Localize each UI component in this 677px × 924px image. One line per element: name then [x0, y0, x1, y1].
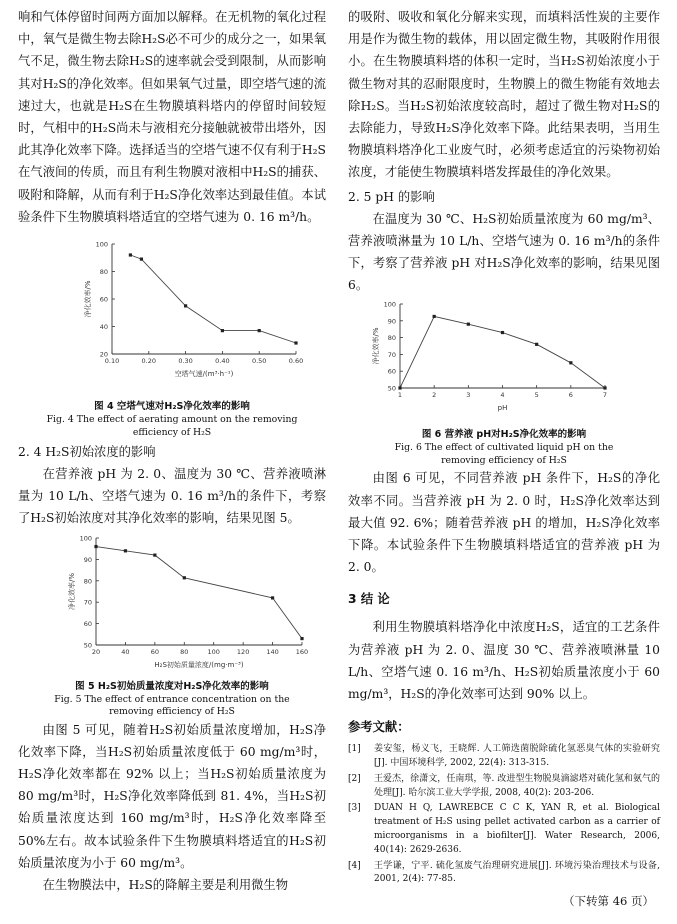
paragraph: 由图 5 可见，随着H₂S初始质量浓度增加，H₂S净化效率下降，当H₂S初始质量浓度低于 60 mg/m³时，H₂S净化效率都在 92% 以上；当H₂S初始质量浓度为 80 mg/m³时，H₂S净化效率降低到 81. 4%，当H₂S初始质量浓度达到 160 mg/m³时，H₂S净化效率降至 50%左右。故本试验条件下生物膜填料塔适宜的H₂S初始质量浓度为小于 60 mg/m³。	[18, 722, 326, 870]
chart-fig6	[348, 296, 660, 424]
figure-caption-cn: 图 6 营养液 pH对H₂S净化效率的影响	[421, 429, 587, 441]
y-tick-label: 20	[99, 350, 108, 359]
data-point	[294, 341, 297, 344]
reference-number: [4]	[348, 860, 361, 871]
y-axis-label: 净化效率/%	[372, 327, 380, 365]
x-tick-label: 80	[180, 647, 189, 656]
continued-note: （下转第 46 页）	[563, 894, 654, 909]
section-heading: 2. 5 pH 的影响	[348, 189, 435, 204]
paragraph: 利用生物膜填料塔净化中浓度H₂S，适宜的工艺条件为营养液 pH 为 2. 0、温度 30 ℃、营养液喷淋量 10 L/h、空塔气速 0. 16 m³/h、H₂S初始质量浓度小于 60 mg/m³，H₂S的净化效率可达到 90% 以上。	[348, 620, 660, 702]
data-point	[467, 323, 470, 326]
paragraph: 在生物膜法中，H₂S的降解主要是利用微生物	[42, 878, 289, 893]
x-tick-label: 0.40	[215, 357, 230, 366]
right-column	[348, 6, 660, 921]
reference-text: 王学谦，宁平. 硫化氢废气治理研究进展[J]. 环境污染治理技术与设备, 2001, 2(4): 77-85.	[374, 860, 660, 885]
y-tick-label: 90	[387, 317, 396, 326]
data-point	[153, 553, 156, 556]
x-tick-label: 1	[397, 391, 403, 400]
y-tick-label: 60	[99, 295, 108, 304]
reference-item	[348, 773, 660, 801]
references-title: 参考文献：	[348, 720, 410, 735]
data-point	[258, 329, 261, 332]
data-point	[183, 576, 186, 579]
reference-item	[348, 743, 660, 771]
data-point	[603, 387, 606, 390]
reference-text: DUAN H Q, LAWREBCE C C K, YAN R, et al. Biological treatment of H₂S using pellet activated carbon as a carrier of microorganisms in a biofilter[J]. Water Research, 2006, 40(14): 2629-2636.	[374, 803, 660, 855]
data-point	[300, 637, 303, 640]
x-tick-label: 40	[121, 647, 130, 656]
paragraph: 由图 6 可见，不同营养液 pH 条件下，H₂S的净化效率不同。当营养液 pH 为 2. 0 时，H₂S净化效率达到最大值 92. 6%；随着营养液 pH 的增加，H₂S净化效率下降。本试验条件下生物膜填料塔适宜的营养液 pH 为 2. 0。	[348, 471, 660, 575]
data-point	[140, 258, 143, 261]
x-tick-label: 6	[568, 391, 573, 400]
y-axis-label: 净化效率/%	[84, 280, 92, 318]
reference-number: [3]	[348, 803, 361, 814]
data-point	[184, 304, 187, 307]
reference-number: [2]	[348, 773, 361, 784]
x-axis-label: 空塔气速/(m³·h⁻¹)	[174, 370, 234, 379]
y-tick-label: 60	[387, 368, 396, 377]
data-point	[569, 362, 572, 365]
x-tick-label: 0.60	[288, 357, 304, 366]
data-point	[94, 545, 97, 548]
data-point	[271, 596, 274, 599]
reference-number: [1]	[348, 744, 361, 755]
y-tick-label: 40	[99, 323, 108, 332]
data-point	[221, 329, 224, 332]
reference-item	[348, 802, 660, 857]
paragraph: 在温度为 30 ℃、H₂S初始质量浓度为 60 mg/m³、营养液喷淋量为 10 L/h、空塔气速为 0. 16 m³/h的条件下，考察了营养液 pH 对H₂S净化效率的影响，结果见图 6。	[348, 211, 660, 293]
y-tick-label: 50	[387, 384, 396, 393]
y-tick-label: 60	[83, 619, 92, 628]
x-tick-label: 5	[534, 391, 539, 400]
y-tick-label: 80	[99, 268, 108, 277]
y-tick-label: 100	[383, 300, 396, 309]
x-tick-label: 160	[295, 647, 309, 656]
x-tick-label: 4	[500, 391, 505, 400]
data-point	[124, 549, 127, 552]
x-tick-label: 120	[236, 647, 250, 656]
paragraph: 在营养液 pH 为 2. 0、温度为 30 ℃、营养液喷淋量为 10 L/h、空塔气速为 0. 16 m³/h的条件下，考察了H₂S初始浓度对其净化效率的影响，结果见图 5。	[18, 467, 326, 526]
x-tick-label: 0.20	[141, 357, 157, 366]
figure-caption-en: Fig. 6 The effect of cultivated liquid pH on the removing efficiency of H₂S	[394, 442, 614, 466]
paragraph: 响和气体停留时间两方面加以解释。在无机物的氧化过程中，氧气是微生物去除H₂S必不可少的成分之一，如果氧气不足，微生物去除H₂S的速率就会受到限制，从而影响其对H₂S的净化效率。但如果氧气过量，即空塔气速的流速过大，也就是H₂S在生物膜填料塔内的停留时间较短时，气相中的H₂S尚未与液相充分接触就被带出塔外，因此其净化效率下降。选择适当的空塔气速不仅有利于H₂S在气液间的传质，而且有利生物膜对液相中H₂S的捕获、吸附和降解，从而有利于H₂S净化效率达到最佳值。本试验条件下生物膜填料塔适宜的空塔气速为 0. 16 m³/h。	[18, 10, 326, 224]
y-tick-label: 50	[83, 641, 92, 650]
x-tick-label: 2	[432, 391, 437, 400]
references-list	[348, 743, 660, 887]
chart-fig5	[18, 530, 326, 676]
series-line	[130, 255, 296, 343]
reference-text: 姜安玺，杨义飞，王晓辉. 人工筛选菌脱除硫化氢恶臭气体的实验研究[J]. 中国环境科学, 2002, 22(4): 313-315.	[374, 744, 660, 769]
data-point	[398, 387, 401, 390]
chart-fig4	[18, 228, 326, 396]
figure-4	[18, 228, 326, 439]
figure-caption-en: Fig. 4 The effect of aerating amount on the removing efficiency of H₂S	[46, 414, 298, 438]
x-tick-label: 140	[266, 647, 279, 656]
data-point	[501, 331, 504, 334]
series-line	[96, 546, 302, 638]
x-tick-label: 0.50	[251, 357, 267, 366]
x-tick-label: 0.10	[104, 357, 120, 366]
y-tick-label: 100	[79, 534, 92, 543]
y-tick-label: 70	[387, 351, 396, 360]
y-tick-label: 100	[95, 240, 108, 249]
data-point	[433, 315, 436, 318]
left-column	[18, 6, 326, 896]
paragraph: 的吸附、吸收和氧化分解来实现，而填料活性炭的主要作用是作为微生物的载体，用以固定微生物，其吸附作用很小。在生物膜填料塔的体积一定时，当H₂S初始浓度小于微生物对其的忍耐限度时，生物膜上的微生物能有效地去除H₂S。当H₂S初始浓度较高时，超过了微生物对H₂S的去除能力，导致H₂S净化效率下降。此结果表明，当用生物膜填料塔净化工业废气时，必须考虑适宜的污染物初始浓度，才能使生物膜填料塔发挥最佳的净化效果。	[348, 10, 660, 180]
x-tick-label: 100	[207, 647, 220, 656]
x-axis-label: pH	[497, 404, 508, 413]
figure-6	[348, 296, 660, 467]
y-axis-label: 净化效率/%	[68, 572, 76, 610]
section-heading: 2. 4 H₂S初始浓度的影响	[18, 445, 156, 460]
x-axis-label: H₂S初始质量浓度/(mg·m⁻³)	[154, 660, 244, 669]
figure-caption-cn: 图 5 H₂S初始质量浓度对H₂S净化效率的影响	[75, 680, 269, 692]
section-heading: 3 结 论	[348, 592, 390, 607]
reference-item	[348, 860, 660, 888]
y-tick-label: 80	[387, 334, 396, 343]
figure-caption-en: Fig. 5 The effect of entrance concentration on the removing efficiency of H₂S	[54, 693, 290, 718]
y-tick-label: 90	[83, 555, 92, 564]
figure-caption-cn: 图 4 空塔气速对H₂S净化效率的影响	[94, 401, 250, 413]
data-point	[129, 253, 132, 256]
x-tick-label: 3	[466, 391, 471, 400]
data-point	[535, 343, 538, 346]
x-tick-label: 0.30	[178, 357, 193, 366]
y-tick-label: 80	[83, 576, 92, 585]
figure-5	[18, 530, 326, 719]
y-tick-label: 70	[83, 598, 92, 607]
x-tick-label: 7	[602, 391, 608, 400]
series-line	[400, 317, 605, 389]
x-tick-label: 60	[150, 647, 159, 656]
reference-text: 王爱杰，徐潇文，任南琪，等. 改进型生物脱臭滴滤塔对硫化氢和氨气的处理[J]. 哈尔滨工业大学学报, 2008, 40(2): 203-206.	[374, 773, 660, 798]
x-tick-label: 20	[91, 647, 101, 656]
